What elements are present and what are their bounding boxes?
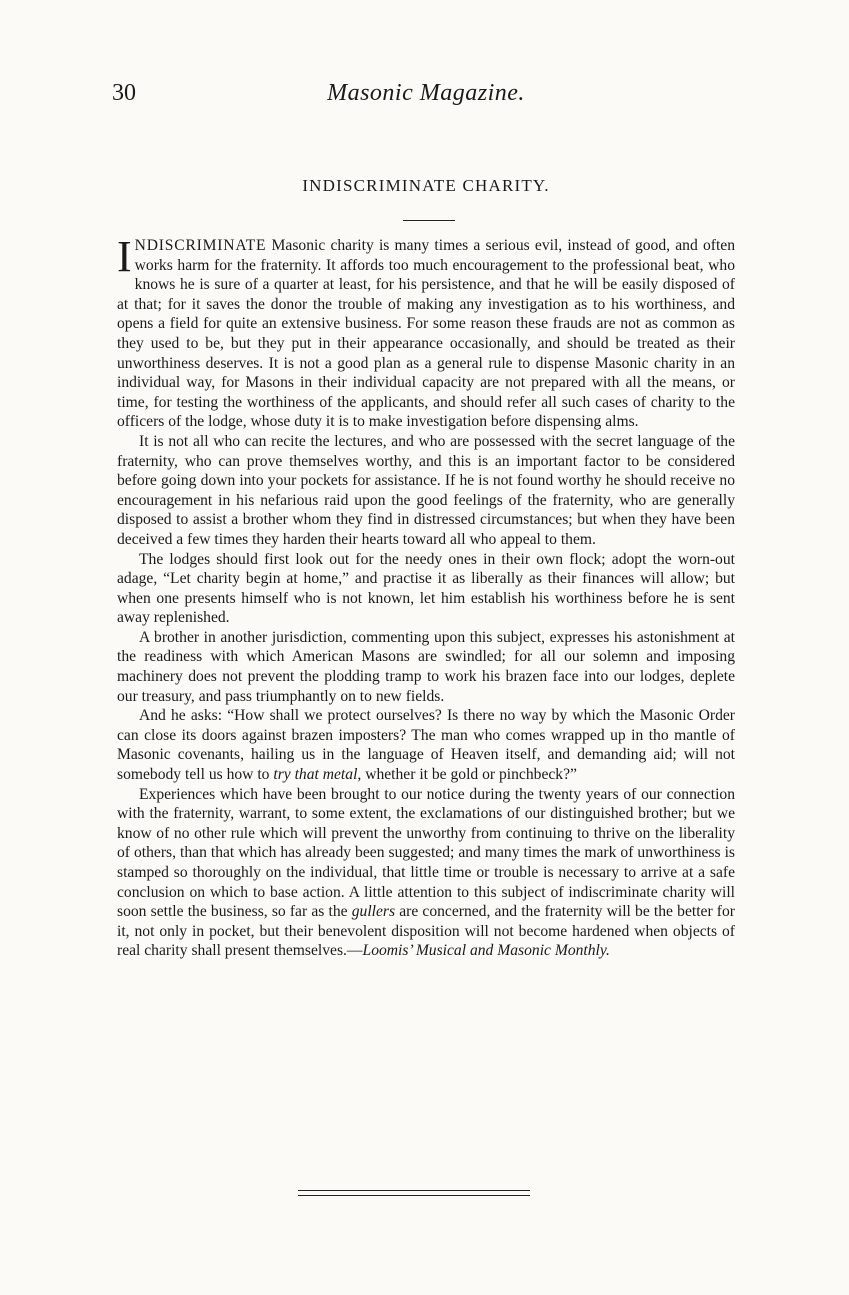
paragraph-5-text-end: whether it be gold or pinchbeck?” <box>361 766 577 784</box>
paragraph-6 <box>117 785 735 961</box>
article-body <box>117 232 735 961</box>
lead-caps: NDISCRIMINATE <box>134 237 267 254</box>
paragraph-3: The lodges should first look out for the needy ones in their own flock; adopt the worn-out adage, “Let charity begin at home,” and practise it as liberally as their finances will allow; but when one presents himself who is not known, let him establish his worthiness before he is sent away replenished. <box>117 550 735 627</box>
paragraph-5-text-start: And he asks: “How shall we protect ourselves? Is there no way by which the Masonic Order can close its doors against brazen imposters? The man who comes wrapped up in tho mantle of Masonic covenants, hailing us in the language of Heaven itself, and demanding aid; will not somebody tell us how to <box>117 707 735 784</box>
end-double-rule <box>298 1190 530 1196</box>
title-rule <box>403 220 455 221</box>
paragraph-6-italic: gullers <box>351 903 396 921</box>
paragraph-4: A brother in another jurisdiction, commenting upon this subject, expresses his astonishment at the readiness with which American Masons are swindled; for all our solemn and imposing machinery does not prevent the plodding tramp to work his brazen face into our lodges, deplete our treasury, and pass triumphantly on to new fields. <box>117 628 735 705</box>
article-title: INDISCRIMINATE CHARITY. <box>302 176 550 195</box>
paragraph-5 <box>117 706 735 784</box>
paragraph-6-text-mid: are concerned, and the fraternity will be the better for it, not only in pocket, but their benevolent disposition will not become hardened when objects of real charity shall present themselves.— <box>117 903 735 960</box>
paragraph-5-italic: try that metal, <box>273 766 362 784</box>
running-title: Masonic Magazine. <box>327 80 525 106</box>
drop-cap: I <box>117 232 132 281</box>
page-header <box>112 80 740 114</box>
paragraph-2: It is not all who can recite the lectures, and who are possessed with the secret language of the fraternity, who can prove themselves worthy, and this is an important factor to be considered before going down into your pockets for assistance. If he is not found worthy he should receive no encouragement in his nefarious raid upon the good feelings of the fraternity, who are generally disposed to assist a brother whom they find in distressed circumstances; but when they have been deceived a few times they harden their hearts toward all who appeal to them. <box>117 432 735 548</box>
page-number: 30 <box>112 80 136 106</box>
paragraph-6-text-start: Experiences which have been brought to our notice during the twenty years of our connection with the fraternity, warrant, to some extent, the exclamations of our distinguished brother; but we know of no other rule which will prevent the unworthy from continuing to thrive on the liberality of others, than that which has already been suggested; and many times the mark of unworthiness is stamped so thoroughly on the individual, that little time or trouble is necessary to arrive at a safe conclusion on which to base action. A little attention to this subject of indiscriminate charity will soon settle the business, so far as the <box>117 785 735 921</box>
paragraph-1-text: Masonic charity is many times a serious evil, instead of good, and often works harm for the fraternity. It affords too much encouragement to the professional beat, who knows he is sure of a quarter at least, for his persistence, and that he will be easily disposed of at that; for it saves the donor the trouble of making any investigation as to his worthiness, and opens a field for quite an extensive business. For some reason these frauds are not as common as they used to be, but they put in their appearance occasionally, and should be treated as their unworthiness deserves. It is not a good plan as a general rule to dispense Masonic charity in an individual way, for Masons in their individual capacity are not prepared with all the means, or time, for testing the worthiness of the applicants, and should refer all such cases of charity to the officers of the lodge, whose duty it is to make investigation before dispensing alms. <box>117 237 735 431</box>
paragraph-1 <box>117 232 735 432</box>
source-citation: Loomis’ Musical and Masonic Monthly. <box>362 942 610 960</box>
